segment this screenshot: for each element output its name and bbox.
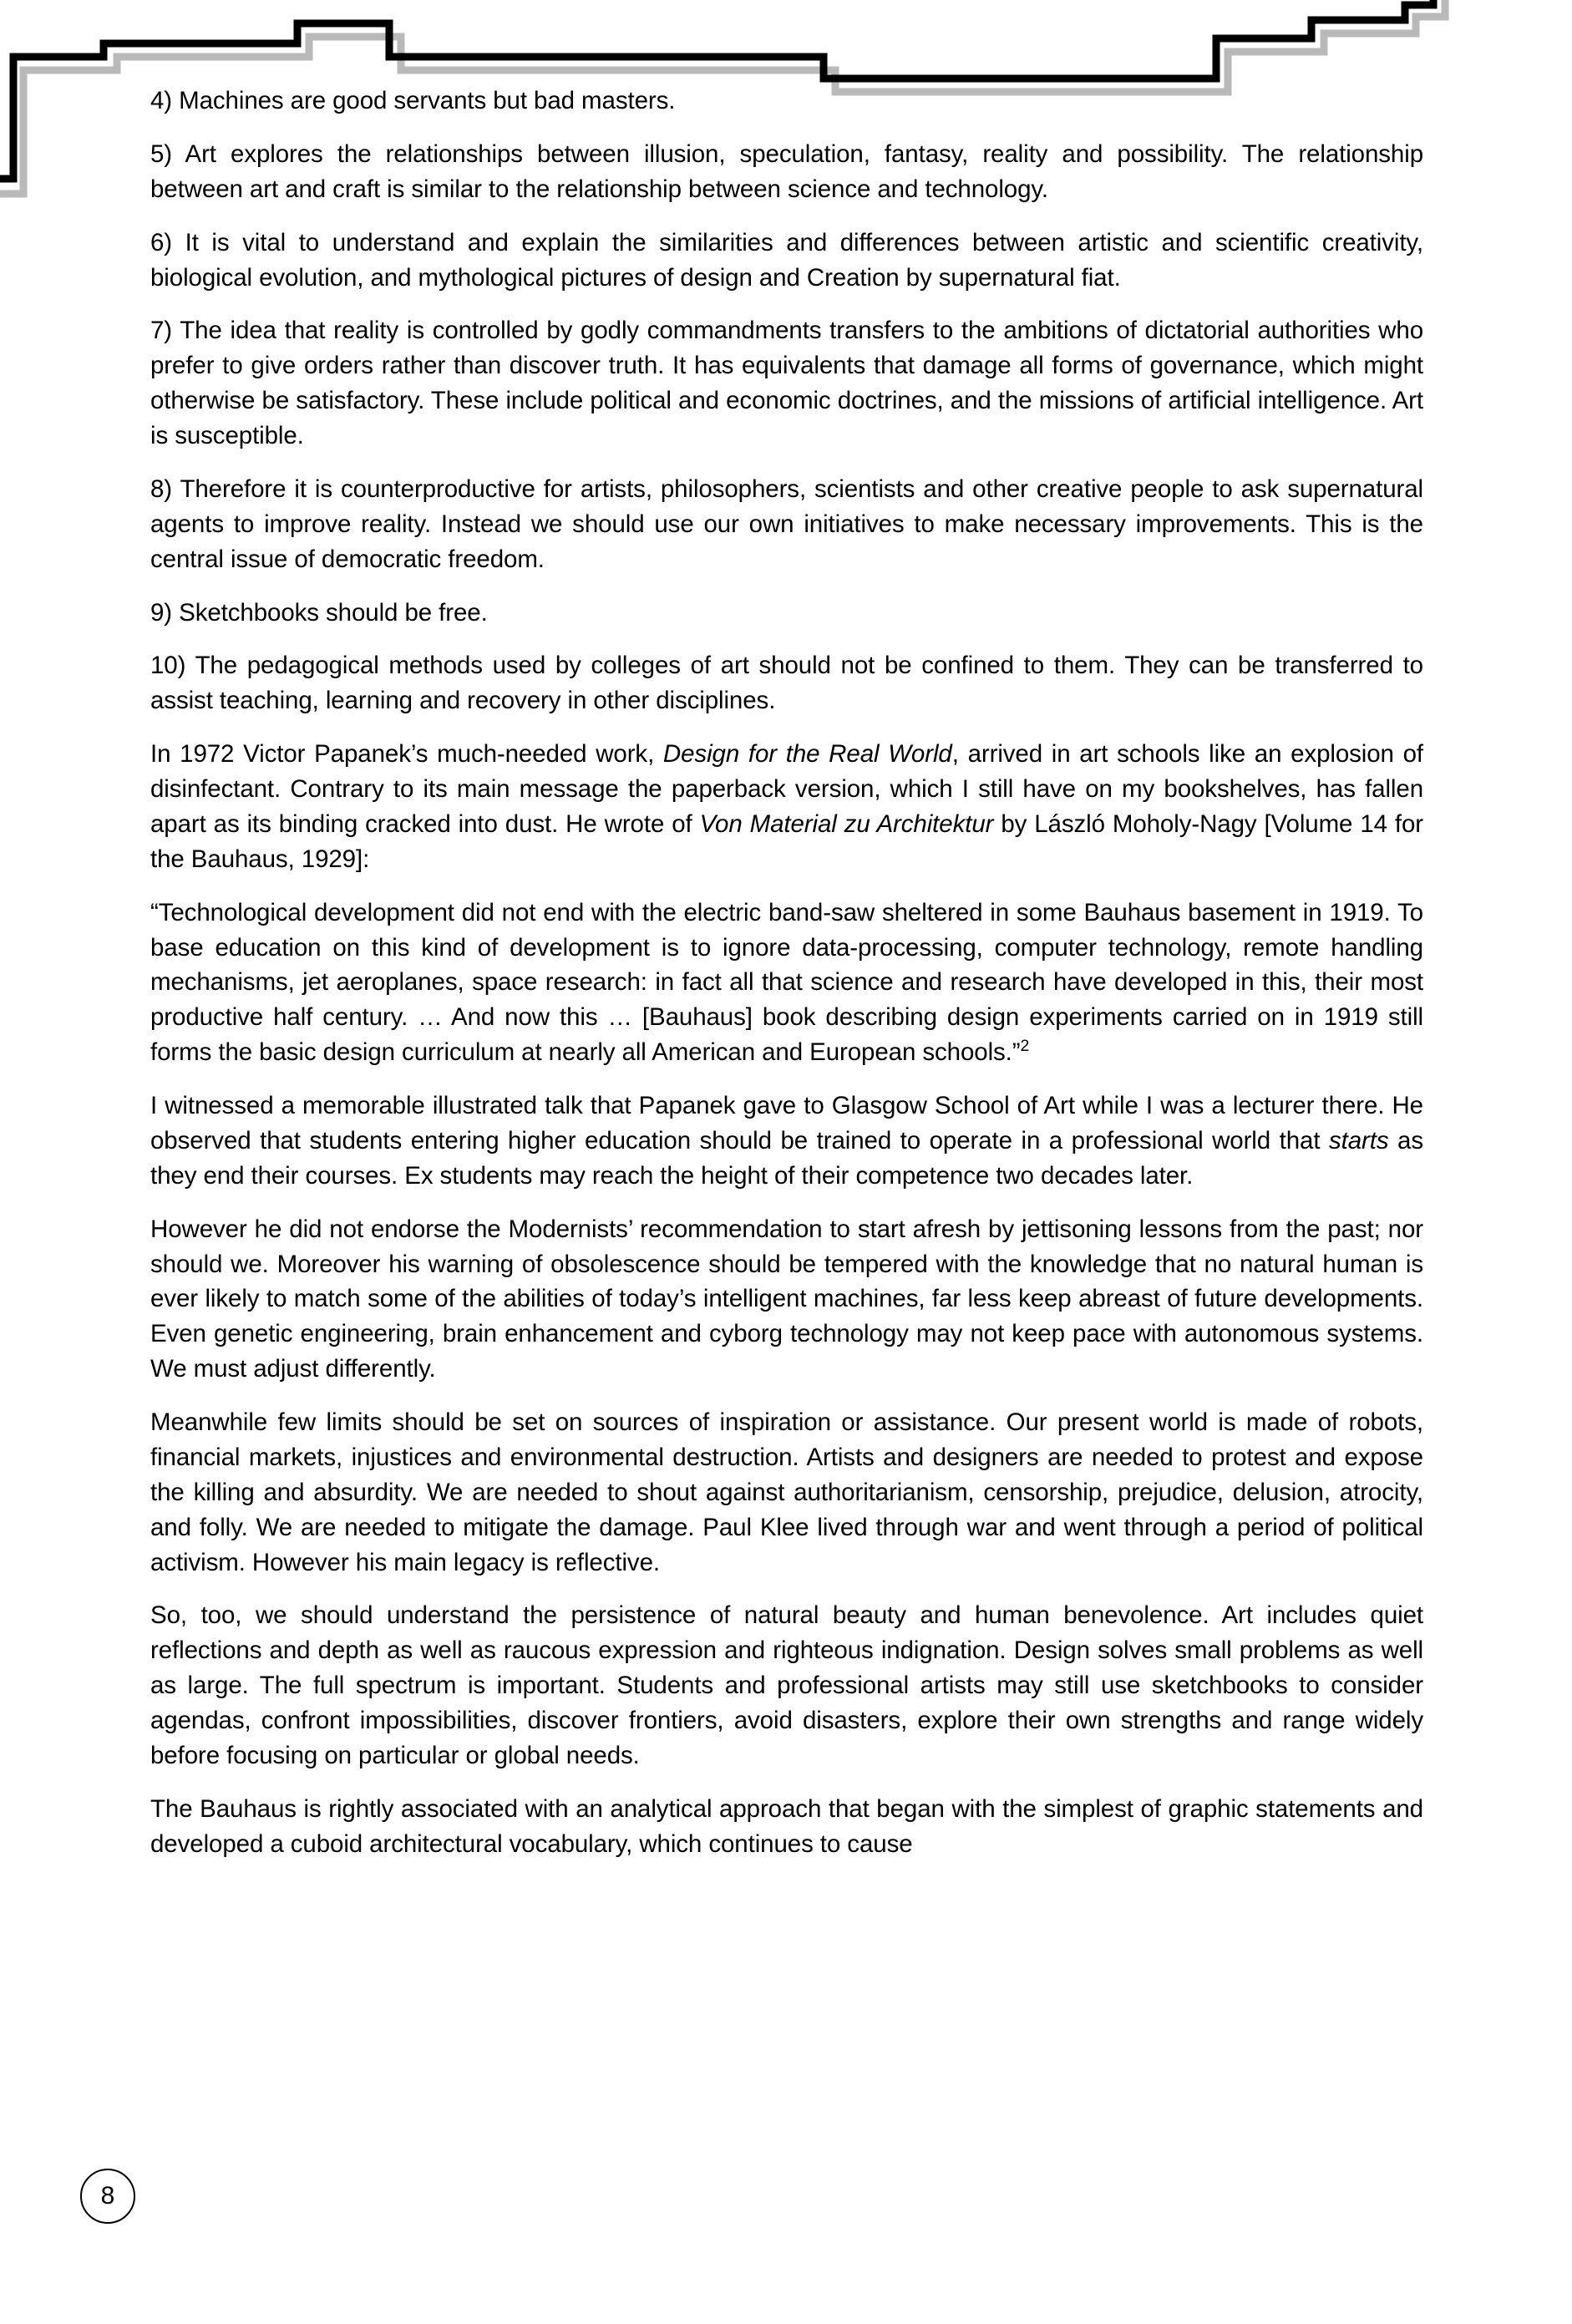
paragraph-item-5: 5) Art explores the relationships between illusion, speculation, fantasy, reality and possibility. The relationship between art and craft is similar to the relationship between science and technology. — [150, 140, 1423, 203]
paragraph-papanek-intro: In 1972 Victor Papanek’s much-needed work, Design for the Real World, arrived in art schools like an explosion of disinfectant. Contrary to its main message the paperback version, which I still have on my bookshelves, has fallen apart as its binding cracked into dust. He wrote of Von Material zu Architektur by László Moholy-Nagy [Volume 14 for the Bauhaus, 1929]: — [150, 740, 1423, 873]
paragraph-item-6: 6) It is vital to understand and explain the similarities and differences between artistic and scientific creativity, biological evolution, and mythological pictures of design and Creation by supernatural fiat. — [150, 228, 1423, 292]
paragraph-modernists-recommendation: However he did not endorse the Modernists’ recommendation to start afresh by jettisoning lessons from the past; nor should we. Moreover his warning of obsolescence should be tempered with the knowledge that no natural human is ever likely to match some of the abilities of today’s intelligent machines, far less keep abreast of future developments. Even genetic engineering, brain enhancement and cyborg technology may not keep pace with autonomous systems. We must adjust differently. — [150, 1215, 1423, 1383]
paragraph-item-9: 9) Sketchbooks should be free. — [150, 598, 488, 627]
paragraph-glasgow-talk: I witnessed a memorable illustrated talk that Papanek gave to Glasgow School of Art while I was a lecturer there. He observed that students entering higher education should be trained to operate in a professional world that starts as they end their courses. Ex students may reach the height of their competence two decades later. — [150, 1092, 1424, 1190]
blockquote-technological-development: “Technological development did not end with the electric band-saw sheltered in some Bauhaus basement in 1919. To base education on this kind of development is to ignore data-processing, computer technology, remote handling mechanisms, jet aeroplanes, space research: in fact all that science and research have developed in this, their most productive half century. … And now this … [Bauhaus] book describing design experiments carried on in 1919 still forms the basic design curriculum at nearly all American and European schools.”$^2$ — [150, 898, 1423, 1067]
paragraph-item-4: 4) Machines are good servants but bad masters. — [150, 87, 676, 114]
paragraph-item-10: 10) The pedagogical methods used by colleges of art should not be confined to them. They can be transferred to assist teaching, learning and recovery in other disciplines. — [150, 652, 1423, 715]
page-number-badge — [80, 2169, 135, 2224]
paragraph-bauhaus-analytical: The Bauhaus is rightly associated with an analytical approach that began with the simplest of graphic statements and developed a cuboid architectural vocabulary, which continues to cause — [150, 1794, 1423, 1858]
page-number-label: 8 — [100, 2182, 115, 2210]
paragraph-sources-of-inspiration: Meanwhile few limits should be set on sources of inspiration or assistance. Our present world is made of robots, financial markets, injustices and environmental destruction. Artists and designers are needed to protest and expose the killing and absurdity. We are needed to shout against authoritarianism, censorship, prejudice, delusion, atrocity, and folly. We are needed to mitigate the damage. Paul Klee lived through war and went through a period of political activism. However his main legacy is reflective. — [150, 1408, 1423, 1576]
page-body — [150, 84, 1423, 1862]
paragraph-item-8: 8) Therefore it is counterproductive for artists, philosophers, scientists and other creative people to ask supernatural agents to improve reality. Instead we should use our own initiatives to make necessary improvements. This is the central issue of democratic freedom. — [150, 474, 1423, 573]
paragraph-natural-beauty: So, too, we should understand the persistence of natural beauty and human benevolence. Art includes quiet reflections and depth as well as raucous expression and righteous indignation. Design solves small problems as well as large. The full spectrum is important. Students and professional artists may still use sketchbooks to consider agendas, confront impossibilities, discover frontiers, avoid disasters, explore their own strengths and range widely before focusing on particular or global needs. — [150, 1601, 1423, 1769]
paragraph-item-7: 7) The idea that reality is controlled by godly commandments transfers to the ambitions of dictatorial authorities who prefer to give orders rather than discover truth. It has equivalents that damage all forms of governance, which might otherwise be satisfactory. These include political and economic doctrines, and the missions of artificial intelligence. Art is susceptible. — [150, 317, 1423, 449]
